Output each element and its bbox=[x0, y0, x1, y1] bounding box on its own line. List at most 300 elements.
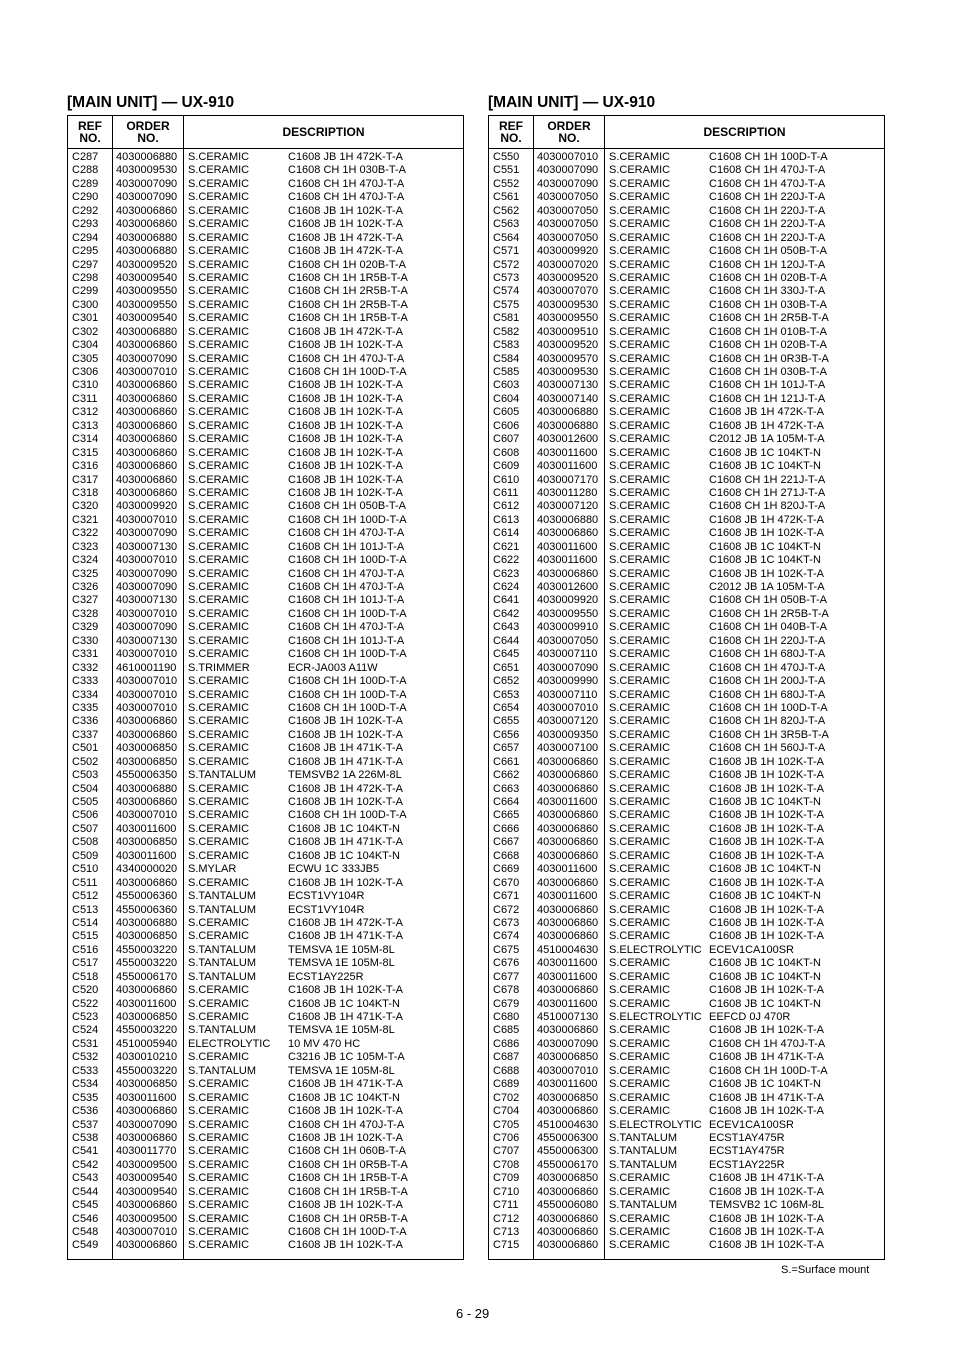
part-spec: C1608 JB 1H 102K-T-A bbox=[709, 1185, 824, 1198]
part-type: S.ELECTROLYTIC bbox=[609, 1118, 702, 1131]
order-no-cell: 4030006860 bbox=[537, 903, 599, 916]
header-order-no bbox=[534, 116, 605, 148]
order-no-cell: 4030007010 bbox=[116, 648, 178, 661]
part-spec: C1608 CH 1H 020B-T-A bbox=[288, 258, 406, 271]
ref-no-cell: C504 bbox=[72, 782, 99, 795]
order-no-cell: 4030006860 bbox=[116, 204, 178, 217]
part-spec: C1608 JB 1C 104KT-N bbox=[288, 1091, 400, 1104]
header-order-line2: NO. bbox=[137, 131, 159, 145]
part-type: S.CERAMIC bbox=[609, 997, 671, 1010]
part-type: S.CERAMIC bbox=[188, 594, 250, 607]
ref-no-cell: C575 bbox=[493, 298, 520, 311]
ref-no-cell: C678 bbox=[493, 984, 520, 997]
part-type: S.TANTALUM bbox=[609, 1131, 678, 1144]
part-spec: C1608 JB 1C 104KT-N bbox=[709, 446, 821, 459]
part-type: S.TANTALUM bbox=[609, 1158, 678, 1171]
description-cell bbox=[609, 1186, 884, 1199]
part-type: S.CERAMIC bbox=[609, 876, 671, 889]
order-no-cell: 4030007120 bbox=[537, 500, 599, 513]
part-spec: C1608 JB 1H 471K-T-A bbox=[709, 1172, 824, 1185]
part-type: S.CERAMIC bbox=[609, 473, 671, 486]
part-spec: C1608 JB 1H 102K-T-A bbox=[709, 984, 824, 997]
part-spec: C1608 JB 1H 102K-T-A bbox=[288, 1105, 403, 1118]
order-no-cell: 4030011600 bbox=[537, 970, 598, 983]
part-spec: ECST1AY475R bbox=[709, 1131, 785, 1144]
part-type: S.CERAMIC bbox=[188, 1158, 250, 1171]
part-type: S.CERAMIC bbox=[188, 701, 250, 714]
part-type: S.CERAMIC bbox=[609, 1064, 671, 1077]
description-cell bbox=[188, 1024, 463, 1037]
description-cell bbox=[188, 998, 463, 1011]
description-cell bbox=[609, 742, 884, 755]
part-spec: C1608 JB 1H 102K-T-A bbox=[288, 433, 403, 446]
description-cell bbox=[609, 635, 884, 648]
part-type: S.CERAMIC bbox=[188, 513, 250, 526]
part-spec: C1608 JB 1H 102K-T-A bbox=[288, 486, 403, 499]
order-no-cell: 4550003220 bbox=[116, 957, 178, 970]
order-no-cell: 4030007050 bbox=[537, 218, 599, 231]
description-cell bbox=[609, 379, 884, 392]
order-no-cell: 4030009520 bbox=[537, 339, 599, 352]
description-cell bbox=[609, 554, 884, 567]
part-spec: C1608 JB 1H 471K-T-A bbox=[288, 742, 403, 755]
order-no-cell: 4030007130 bbox=[537, 379, 599, 392]
description-cell bbox=[609, 1145, 884, 1158]
order-no-cell: 4030006850 bbox=[537, 1091, 599, 1104]
order-no-cell: 4030007010 bbox=[537, 701, 599, 714]
part-spec: ECST1AY225R bbox=[288, 970, 364, 983]
part-type: S.TANTALUM bbox=[188, 1064, 257, 1077]
description-cell bbox=[609, 500, 884, 513]
part-type: S.CERAMIC bbox=[188, 675, 250, 688]
ref-no-cell: C318 bbox=[72, 486, 99, 499]
part-spec: C1608 JB 1H 471K-T-A bbox=[288, 930, 403, 943]
ref-no-cell: C610 bbox=[493, 473, 520, 486]
order-no-cell: 4030007090 bbox=[116, 177, 178, 190]
part-type: S.CERAMIC bbox=[188, 607, 250, 620]
description-cell bbox=[609, 944, 884, 957]
description-cell bbox=[609, 769, 884, 782]
ref-no-cell: C513 bbox=[72, 903, 99, 916]
part-type: S.CERAMIC bbox=[609, 177, 671, 190]
ref-no-cell: C550 bbox=[493, 151, 520, 163]
part-spec: ECWU 1C 333JB5 bbox=[288, 863, 380, 876]
part-type: S.CERAMIC bbox=[188, 191, 250, 204]
part-type: S.CERAMIC bbox=[188, 312, 250, 325]
part-spec: C1608 JB 1H 102K-T-A bbox=[709, 876, 824, 889]
part-spec: C1608 JB 1H 102K-T-A bbox=[709, 903, 824, 916]
ref-no-cell: C515 bbox=[72, 930, 99, 943]
description-cell bbox=[188, 232, 463, 245]
ref-no-cell: C583 bbox=[493, 339, 520, 352]
part-type: S.CERAMIC bbox=[609, 1212, 671, 1225]
part-spec: C1608 CH 1H 470J-T-A bbox=[288, 567, 405, 580]
part-type: S.CERAMIC bbox=[188, 782, 250, 795]
order-no-cell: 4030006850 bbox=[537, 1051, 599, 1064]
description-cell bbox=[609, 326, 884, 339]
ref-no-cell: C645 bbox=[493, 648, 520, 661]
description-cell bbox=[188, 809, 463, 822]
ref-no-cell: C680 bbox=[493, 1011, 520, 1023]
description-cell bbox=[188, 1145, 463, 1158]
part-spec: C1608 CH 1H 470J-T-A bbox=[288, 1118, 405, 1131]
ref-no-cell: C552 bbox=[493, 177, 520, 190]
order-no-cell: 4550006080 bbox=[537, 1199, 599, 1212]
description-cell bbox=[188, 1226, 463, 1239]
part-spec: C1608 CH 1H 100D-T-A bbox=[288, 513, 407, 526]
order-no-cell: 4030010210 bbox=[116, 1051, 178, 1064]
part-spec: C1608 CH 1H 470J-T-A bbox=[288, 621, 405, 634]
order-no-cell: 4030007110 bbox=[537, 648, 598, 661]
part-type: S.CERAMIC bbox=[609, 890, 671, 903]
part-type: S.CERAMIC bbox=[609, 433, 671, 446]
ref-no-cell: C608 bbox=[493, 446, 520, 459]
order-no-cell: 4550006300 bbox=[537, 1131, 599, 1144]
description-cell bbox=[609, 1024, 884, 1037]
part-type: S.CERAMIC bbox=[609, 688, 671, 701]
part-type: S.CERAMIC bbox=[188, 1212, 250, 1225]
description-cell bbox=[609, 312, 884, 325]
part-type: S.CERAMIC bbox=[609, 486, 671, 499]
ref-no-cell: C287 bbox=[72, 151, 99, 163]
description-cell bbox=[609, 474, 884, 487]
part-spec: C1608 CH 1H 040B-T-A bbox=[709, 621, 827, 634]
order-no-cell: 4030006860 bbox=[537, 782, 599, 795]
part-type: S.CERAMIC bbox=[609, 1185, 671, 1198]
part-spec: C1608 CH 1H 030B-T-A bbox=[709, 298, 827, 311]
part-spec: ECEV1CA100SR bbox=[709, 1118, 794, 1131]
ref-no-column bbox=[68, 149, 113, 1259]
description-cell bbox=[188, 836, 463, 849]
part-spec: C1608 CH 1H 470J-T-A bbox=[709, 1037, 826, 1050]
part-type: S.CERAMIC bbox=[609, 245, 671, 258]
part-spec: C1608 JB 1C 104KT-N bbox=[709, 1078, 821, 1091]
ref-no-cell: C332 bbox=[72, 661, 99, 674]
part-type: S.CERAMIC bbox=[609, 782, 671, 795]
description-cell bbox=[609, 285, 884, 298]
description-cell bbox=[188, 917, 463, 930]
part-spec: C1608 JB 1H 472K-T-A bbox=[288, 231, 403, 244]
part-type: S.CERAMIC bbox=[188, 446, 250, 459]
order-no-cell: 4030006860 bbox=[537, 930, 599, 943]
description-cell bbox=[188, 702, 463, 715]
ref-no-cell: C508 bbox=[72, 836, 99, 849]
part-type: S.CERAMIC bbox=[609, 809, 671, 822]
description-cell bbox=[188, 796, 463, 809]
part-type: S.CERAMIC bbox=[609, 755, 671, 768]
description-cell bbox=[188, 205, 463, 218]
ref-no-cell: C624 bbox=[493, 581, 520, 593]
part-spec: C1608 CH 1H 470J-T-A bbox=[288, 581, 405, 593]
part-type: S.CERAMIC bbox=[188, 540, 250, 553]
ref-no-cell: C704 bbox=[493, 1105, 520, 1118]
part-spec: C1608 CH 1H 1R5B-T-A bbox=[288, 1185, 408, 1198]
description-cell bbox=[609, 205, 884, 218]
part-type: S.CERAMIC bbox=[609, 1172, 671, 1185]
ref-no-cell: C668 bbox=[493, 849, 520, 862]
description-cell bbox=[609, 809, 884, 822]
description-cell bbox=[609, 460, 884, 473]
order-no-cell: 4030009920 bbox=[116, 500, 178, 513]
part-spec: C1608 CH 1H 680J-T-A bbox=[709, 648, 826, 661]
ref-no-cell: C546 bbox=[72, 1212, 99, 1225]
order-no-cell: 4030011600 bbox=[537, 446, 598, 459]
part-type: S.CERAMIC bbox=[609, 567, 671, 580]
description-cell bbox=[609, 393, 884, 406]
part-spec: C1608 JB 1C 104KT-N bbox=[288, 849, 400, 862]
part-type: S.CERAMIC bbox=[188, 500, 250, 513]
order-no-cell: 4030009570 bbox=[537, 352, 599, 365]
ref-no-cell: C305 bbox=[72, 352, 99, 365]
header-description bbox=[605, 116, 884, 148]
part-type: S.CERAMIC bbox=[609, 366, 671, 378]
part-spec: C1608 JB 1C 104KT-N bbox=[288, 997, 400, 1010]
part-spec: C1608 CH 1H 470J-T-A bbox=[288, 352, 405, 365]
part-type: S.CERAMIC bbox=[609, 581, 671, 593]
part-spec: C1608 CH 1H 221J-T-A bbox=[709, 473, 826, 486]
part-type: S.CERAMIC bbox=[188, 1091, 250, 1104]
description-cell bbox=[609, 689, 884, 702]
description-cell bbox=[609, 218, 884, 231]
part-type: S.CERAMIC bbox=[188, 527, 250, 540]
part-type: S.CERAMIC bbox=[609, 675, 671, 688]
part-spec: C1608 JB 1H 472K-T-A bbox=[288, 916, 403, 929]
ref-no-cell: C549 bbox=[72, 1239, 99, 1252]
order-no-cell: 4030007090 bbox=[537, 177, 599, 190]
part-spec: C1608 JB 1H 102K-T-A bbox=[709, 1105, 824, 1118]
part-spec: C1608 CH 1H 120J-T-A bbox=[709, 258, 826, 271]
ref-no-cell: C574 bbox=[493, 285, 520, 298]
part-type: S.CERAMIC bbox=[188, 581, 250, 593]
part-spec: ECST1AY225R bbox=[709, 1158, 785, 1171]
ref-no-cell: C711 bbox=[493, 1199, 519, 1212]
order-no-cell: 4030007100 bbox=[537, 742, 599, 755]
ref-no-cell: C653 bbox=[493, 688, 520, 701]
part-type: S.CERAMIC bbox=[609, 930, 671, 943]
part-spec: C1608 JB 1C 104KT-N bbox=[709, 863, 821, 876]
ref-no-cell: C655 bbox=[493, 715, 520, 728]
part-spec: C1608 JB 1C 104KT-N bbox=[709, 540, 821, 553]
order-no-cell: 4030006860 bbox=[116, 446, 178, 459]
part-spec: C1608 JB 1H 472K-T-A bbox=[288, 325, 403, 338]
order-no-cell: 4030006860 bbox=[116, 419, 178, 432]
order-no-cell: 4030006860 bbox=[537, 822, 599, 835]
ref-no-cell: C641 bbox=[493, 594, 520, 607]
part-spec: C1608 CH 1H 470J-T-A bbox=[709, 661, 826, 674]
ref-no-cell: C621 bbox=[493, 540, 520, 553]
part-spec: C1608 CH 1H 100D-T-A bbox=[288, 607, 407, 620]
part-type: S.CERAMIC bbox=[188, 755, 250, 768]
part-spec: C1608 JB 1H 102K-T-A bbox=[288, 204, 403, 217]
order-no-cell: 4030007090 bbox=[116, 191, 178, 204]
description-cell bbox=[188, 689, 463, 702]
order-no-cell: 4030006860 bbox=[116, 1131, 178, 1144]
part-type: S.CERAMIC bbox=[188, 218, 250, 231]
part-type: S.CERAMIC bbox=[188, 796, 250, 808]
description-cell bbox=[609, 581, 884, 594]
part-spec: C1608 JB 1H 102K-T-A bbox=[288, 1131, 403, 1144]
description-cell bbox=[609, 675, 884, 688]
part-spec: C1608 CH 1H 560J-T-A bbox=[709, 742, 826, 755]
order-no-cell: 4030007090 bbox=[116, 581, 178, 593]
ref-no-cell: C292 bbox=[72, 204, 99, 217]
ref-no-cell: C533 bbox=[72, 1064, 99, 1077]
ref-no-cell: C651 bbox=[493, 661, 520, 674]
ref-no-cell: C541 bbox=[72, 1145, 99, 1158]
description-cell bbox=[188, 971, 463, 984]
description-cell bbox=[609, 568, 884, 581]
description-cell bbox=[609, 433, 884, 446]
part-spec: C1608 JB 1H 472K-T-A bbox=[288, 782, 403, 795]
part-type: S.CERAMIC bbox=[609, 1105, 671, 1118]
order-no-cell: 4030006880 bbox=[116, 325, 178, 338]
part-spec: C1608 CH 1H 050B-T-A bbox=[288, 500, 406, 513]
order-no-cell: 4550006360 bbox=[116, 890, 178, 903]
order-no-cell: 4030006860 bbox=[116, 1105, 178, 1118]
part-spec: C1608 JB 1H 102K-T-A bbox=[288, 406, 403, 419]
part-type: S.CERAMIC bbox=[609, 970, 671, 983]
ref-no-cell: C295 bbox=[72, 245, 99, 258]
order-no-cell: 4030006860 bbox=[116, 876, 178, 889]
part-spec: C1608 CH 1H 030B-T-A bbox=[288, 164, 406, 177]
part-type: S.CERAMIC bbox=[609, 352, 671, 365]
ref-no-cell: C667 bbox=[493, 836, 520, 849]
description-cell bbox=[609, 836, 884, 849]
order-no-cell: 4030006860 bbox=[116, 218, 178, 231]
part-type: S.CERAMIC bbox=[188, 634, 250, 647]
ref-no-cell: C534 bbox=[72, 1078, 99, 1091]
ref-no-cell: C321 bbox=[72, 513, 99, 526]
part-type: S.CERAMIC bbox=[188, 916, 250, 929]
part-spec: C1608 CH 1H 220J-T-A bbox=[709, 191, 826, 204]
order-no-cell: 4030006860 bbox=[116, 473, 178, 486]
order-no-cell: 4030006850 bbox=[116, 836, 178, 849]
order-no-cell: 4550006170 bbox=[537, 1158, 599, 1171]
description-column bbox=[605, 149, 884, 1259]
description-cell bbox=[609, 1172, 884, 1185]
order-no-cell: 4030011770 bbox=[116, 1145, 177, 1158]
part-spec: C1608 CH 1H 020B-T-A bbox=[709, 271, 827, 284]
panel-title: [MAIN UNIT] — UX-910 bbox=[488, 94, 656, 111]
part-type: S.CERAMIC bbox=[609, 392, 671, 405]
ref-no-cell: C709 bbox=[493, 1172, 520, 1185]
part-spec: C1608 JB 1H 102K-T-A bbox=[709, 930, 824, 943]
part-spec: ECST1AY475R bbox=[709, 1145, 785, 1158]
part-type: S.CERAMIC bbox=[609, 796, 671, 808]
part-spec: C1608 JB 1H 102K-T-A bbox=[709, 822, 824, 835]
description-cell bbox=[188, 500, 463, 513]
part-type: S.CERAMIC bbox=[188, 164, 250, 177]
description-cell bbox=[188, 191, 463, 204]
ref-no-cell: C666 bbox=[493, 822, 520, 835]
description-cell bbox=[188, 433, 463, 446]
ref-no-cell: C612 bbox=[493, 500, 520, 513]
part-type: S.CERAMIC bbox=[188, 352, 250, 365]
order-no-cell: 4030007130 bbox=[116, 634, 178, 647]
header-ref-no bbox=[68, 116, 113, 148]
description-cell bbox=[188, 729, 463, 742]
part-type: S.CERAMIC bbox=[188, 419, 250, 432]
part-type: S.CERAMIC bbox=[609, 916, 671, 929]
order-no-cell: 4030011280 bbox=[537, 486, 598, 499]
part-type: S.CERAMIC bbox=[609, 984, 671, 997]
description-cell bbox=[188, 460, 463, 473]
part-type: S.CERAMIC bbox=[609, 1091, 671, 1104]
header-order-no bbox=[113, 116, 184, 148]
part-spec: C1608 CH 1H 470J-T-A bbox=[709, 177, 826, 190]
description-cell bbox=[188, 474, 463, 487]
order-no-cell: 4030006860 bbox=[116, 406, 178, 419]
ref-no-cell: C313 bbox=[72, 419, 99, 432]
order-no-cell: 4030006860 bbox=[537, 809, 599, 822]
ref-no-cell: C573 bbox=[493, 271, 520, 284]
page-number: 6 - 29 bbox=[456, 1306, 490, 1321]
part-type: S.CERAMIC bbox=[188, 271, 250, 284]
description-cell bbox=[188, 635, 463, 648]
ref-no-cell: C654 bbox=[493, 701, 520, 714]
ref-no-cell: C312 bbox=[72, 406, 99, 419]
part-type: S.CERAMIC bbox=[188, 1011, 250, 1023]
description-cell bbox=[609, 877, 884, 890]
description-cell bbox=[609, 1159, 884, 1172]
part-type: S.CERAMIC bbox=[609, 164, 671, 177]
header-ref-line1: REF bbox=[499, 119, 523, 133]
part-type: S.CERAMIC bbox=[188, 822, 250, 835]
order-no-cell: 4510005940 bbox=[116, 1037, 178, 1050]
order-no-cell: 4030007070 bbox=[537, 285, 599, 298]
order-no-cell: 4030011600 bbox=[116, 822, 177, 835]
ref-no-cell: C674 bbox=[493, 930, 520, 943]
description-cell bbox=[609, 957, 884, 970]
ref-no-cell: C708 bbox=[493, 1158, 520, 1171]
part-spec: C1608 CH 1H 470J-T-A bbox=[709, 164, 826, 177]
part-type: S.CERAMIC bbox=[188, 460, 250, 473]
ref-no-cell: C715 bbox=[493, 1239, 520, 1252]
description-cell bbox=[188, 541, 463, 554]
part-type: S.CERAMIC bbox=[609, 863, 671, 876]
ref-no-cell: C543 bbox=[72, 1172, 99, 1185]
ref-no-cell: C301 bbox=[72, 312, 99, 325]
part-spec: EEFCD 0J 470R bbox=[709, 1011, 791, 1023]
description-cell bbox=[609, 1092, 884, 1105]
description-cell bbox=[188, 514, 463, 527]
order-no-cell: 4550006350 bbox=[116, 769, 178, 782]
description-cell bbox=[609, 1199, 884, 1212]
part-type: S.CERAMIC bbox=[188, 554, 250, 567]
ref-no-cell: C614 bbox=[493, 527, 520, 540]
ref-no-cell: C670 bbox=[493, 876, 520, 889]
order-no-cell: 4030009500 bbox=[116, 1212, 178, 1225]
description-column bbox=[184, 149, 463, 1259]
part-type: S.CERAMIC bbox=[609, 661, 671, 674]
ref-no-cell: C688 bbox=[493, 1064, 520, 1077]
part-type: ELECTROLYTIC bbox=[188, 1037, 271, 1050]
part-type: S.CERAMIC bbox=[609, 527, 671, 540]
ref-no-cell: C571 bbox=[493, 245, 520, 258]
part-type: S.CERAMIC bbox=[609, 822, 671, 835]
part-spec: C1608 CH 1H 100D-T-A bbox=[288, 675, 407, 688]
ref-no-cell: C661 bbox=[493, 755, 520, 768]
ref-no-cell: C605 bbox=[493, 406, 520, 419]
part-spec: C1608 CH 1H 1R5B-T-A bbox=[288, 271, 408, 284]
order-no-cell: 4030007090 bbox=[537, 164, 599, 177]
description-cell bbox=[609, 662, 884, 675]
order-no-cell: 4030006850 bbox=[116, 1011, 178, 1023]
part-spec: C1608 CH 1H 3R5B-T-A bbox=[709, 728, 829, 741]
order-no-cell: 4030006860 bbox=[116, 339, 178, 352]
part-type: S.ELECTROLYTIC bbox=[609, 1011, 702, 1023]
part-spec: C1608 JB 1H 102K-T-A bbox=[288, 446, 403, 459]
